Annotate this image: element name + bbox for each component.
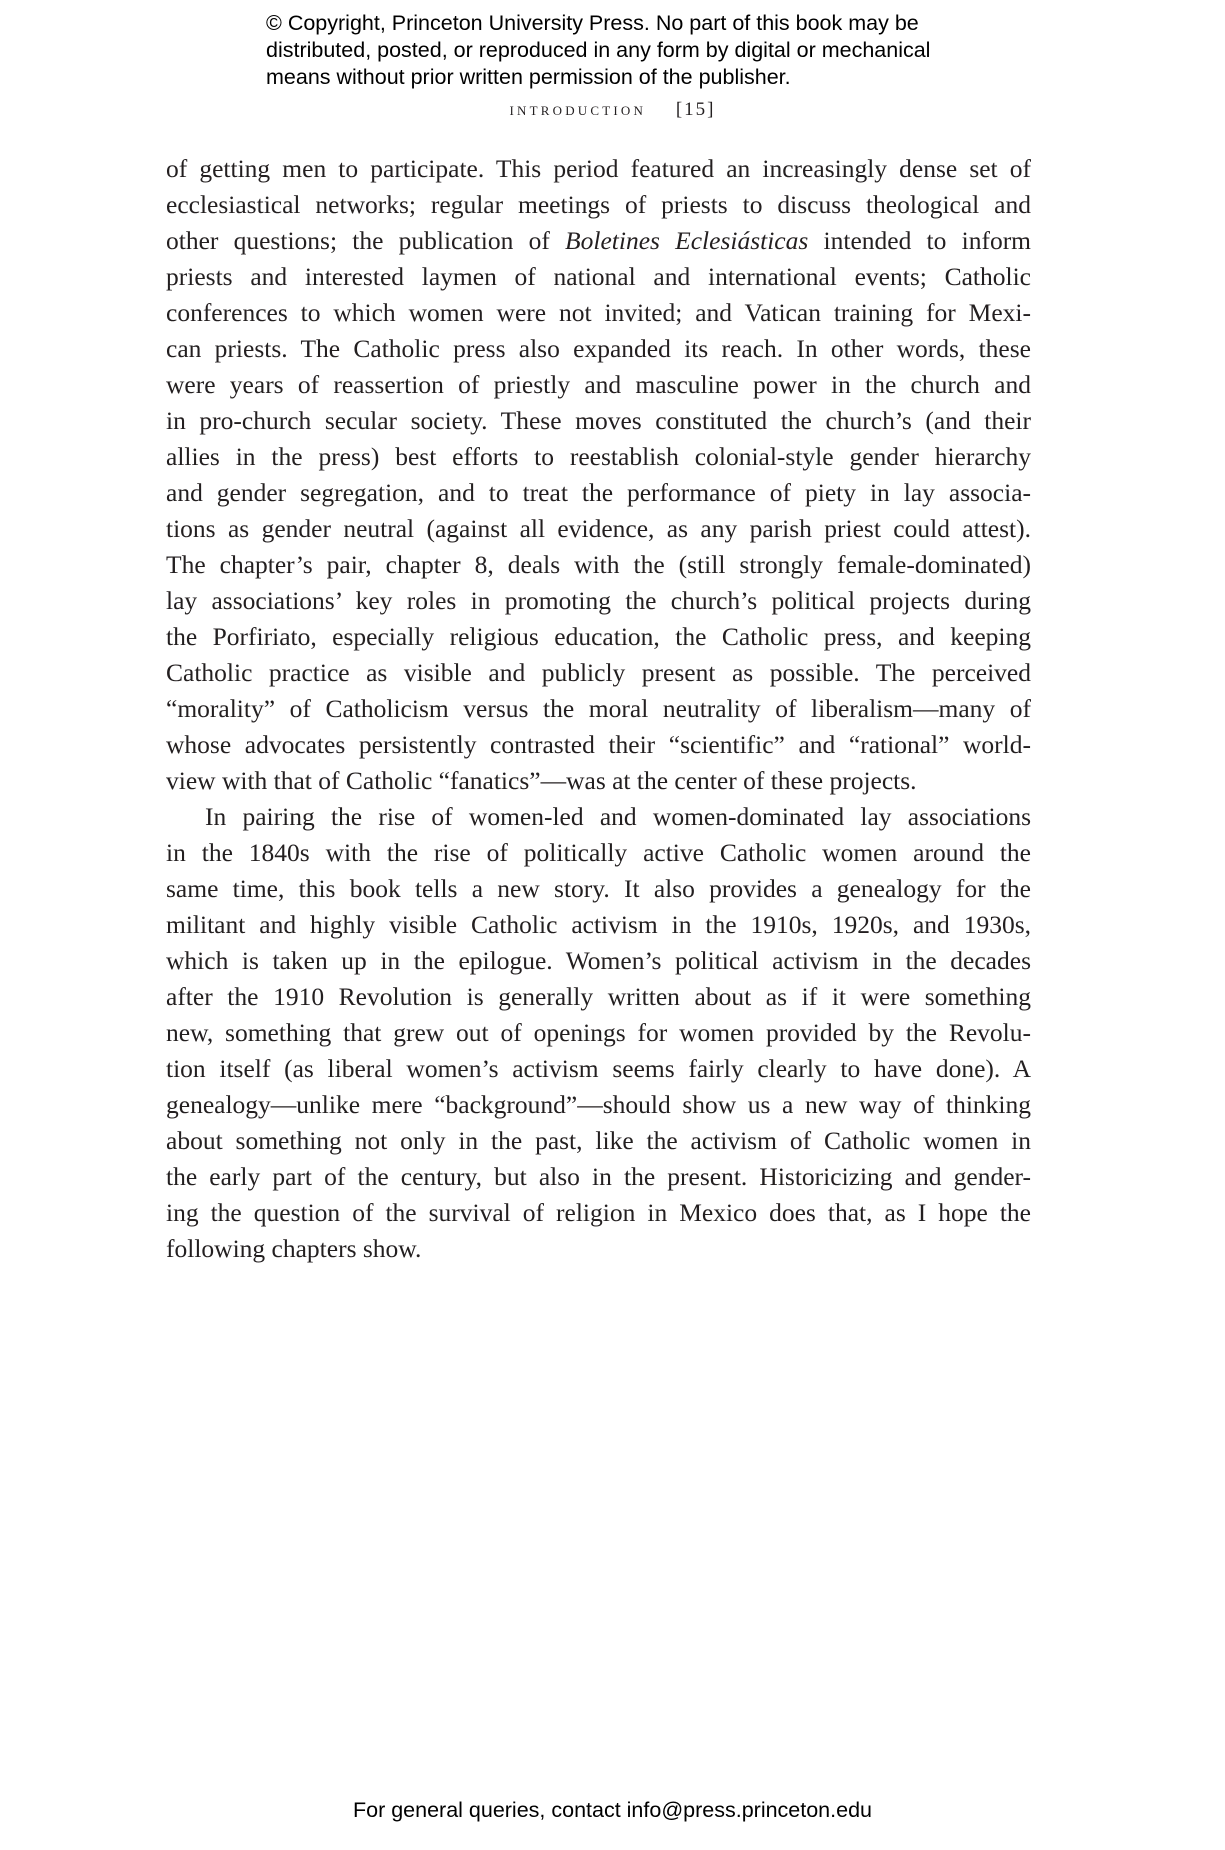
copyright-line-1: © Copyright, Princeton University Press. No part of this book may be: [266, 11, 919, 35]
text-line: tions as gender neutral (against all evidence, as any parish priest could attest).: [166, 514, 1031, 543]
text-line: allies in the press) best efforts to reestablish colonial-style gender hierarchy: [166, 442, 1031, 471]
text-line: ing the question of the survival of religion in Mexico does that, as I hope the: [166, 1198, 1031, 1227]
footer-contact: [0, 1798, 1225, 1823]
text-line: “morality” of Catholicism versus the moral neutrality of liberalism—many of: [166, 694, 1031, 723]
text-line: were years of reassertion of priestly and masculine power in the church and: [166, 370, 1031, 399]
body-text: [166, 151, 1031, 1267]
text-line: In pairing the rise of women-led and women-dominated lay associations: [205, 802, 1031, 831]
text-line: about something not only in the past, like the activism of Catholic women in: [166, 1126, 1031, 1155]
text-run: other questions; the publication of: [166, 226, 566, 255]
paragraph-2: [166, 799, 1031, 1267]
paragraph-1: [166, 151, 1031, 799]
running-head: [0, 99, 1225, 121]
text-line: in the 1840s with the rise of politically active Catholic women around the: [166, 838, 1031, 867]
text-line: the early part of the century, but also in the present. Historicizing and gender-: [166, 1162, 1031, 1191]
copyright-line-2: distributed, posted, or reproduced in any form by digital or mechanical: [266, 38, 931, 62]
text-line: [166, 223, 1031, 259]
text-line: conferences to which women were not invited; and Vatican training for Mexi-: [166, 298, 1031, 327]
text-line: The chapter’s pair, chapter 8, deals with the (still strongly female-dominated): [166, 550, 1031, 579]
text-line: militant and highly visible Catholic activism in the 1910s, 1920s, and 1930s,: [166, 910, 1031, 939]
text-line: Catholic practice as visible and publicly present as possible. The perceived: [166, 658, 1031, 687]
running-head-title: introduction: [509, 99, 647, 120]
text-line: tion itself (as liberal women’s activism seems fairly clearly to have done). A: [166, 1054, 1031, 1083]
text-line: priests and interested laymen of national and international events; Catholic: [166, 262, 1031, 291]
text-line: after the 1910 Revolution is generally written about as if it were something: [166, 982, 1031, 1011]
text-line: following chapters show.: [166, 1234, 422, 1263]
text-line: same time, this book tells a new story. It also provides a genealogy for the: [166, 874, 1031, 903]
text-run: intended to inform: [808, 226, 1032, 255]
footer-text: For general queries, contact info@press.princeton.edu: [352, 1798, 872, 1822]
page-number: [15]: [675, 99, 716, 120]
text-line: lay associations’ key roles in promoting the church’s political projects during: [166, 586, 1031, 615]
text-line: whose advocates persistently contrasted their “scientific” and “rational” world-: [166, 730, 1031, 759]
text-line: genealogy—unlike mere “background”—should show us a new way of thinking: [166, 1090, 1031, 1119]
text-line: ecclesiastical networks; regular meetings of priests to discuss theological and: [166, 190, 1031, 219]
text-line: view with that of Catholic “fanatics”—was at the center of these projects.: [166, 766, 917, 795]
copyright-notice: [266, 10, 1026, 91]
copyright-line-3: means without prior written permission of the publisher.: [266, 65, 791, 89]
text-line: can priests. The Catholic press also expanded its reach. In other words, these: [166, 334, 1031, 363]
text-line: in pro-church secular society. These moves constituted the church’s (and their: [166, 406, 1031, 435]
text-line: which is taken up in the epilogue. Women’s political activism in the decades: [166, 946, 1031, 975]
text-line: of getting men to participate. This period featured an increasingly dense set of: [166, 154, 1031, 183]
text-line: new, something that grew out of openings for women provided by the Revolu-: [166, 1018, 1031, 1047]
text-line: the Porfiriato, especially religious education, the Catholic press, and keeping: [166, 622, 1031, 651]
italic-title-boletines: Boletines Eclesiásticas: [565, 226, 809, 255]
text-line: and gender segregation, and to treat the performance of piety in lay associa-: [166, 478, 1031, 507]
